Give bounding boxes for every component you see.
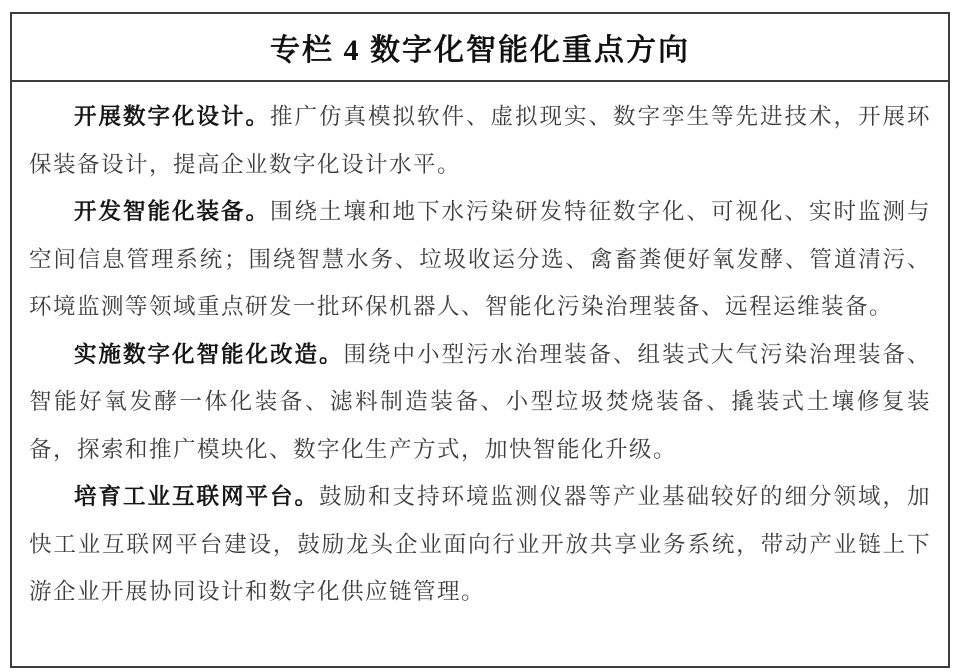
paragraph-text: 围绕土壤和地下水污染研发特征数字化、可视化、实时监测与空间信息管理系统；围绕智慧水务、垃圾收运分选、禽畜粪便好氧发酵、管道清污、环境监测等领域重点研发一批环保机器人、智能化污染治理装备、远程运维装备。 [29,199,931,319]
paragraph-text: 推广仿真模拟软件、虚拟现实、数字孪生等先进技术，开展环保装备设计，提高企业数字化设计水平。 [29,104,931,177]
panel-title: 专栏 4 数字化智能化重点方向 [270,34,690,67]
paragraph-digital-transformation [29,331,931,474]
paragraph-intelligent-equipment [29,188,931,331]
paragraph-text: 鼓励和支持环境监测仪器等产业基础较好的细分领域，加快工业互联网平台建设，鼓励龙头企业面向行业开放共享业务系统，带动产业链上下游企业开展协同设计和数字化供应链管理。 [29,484,931,604]
column-panel [10,12,950,668]
paragraph-industrial-internet [29,473,931,616]
paragraph-text: 围绕中小型污水治理装备、组装式大气污染治理装备、智能好氧发酵一体化装备、滤料制造装备、小型垃圾焚烧装备、撬装式土壤修复装备，探索和推广模块化、数字化生产方式，加快智能化升级。 [29,341,931,462]
paragraph-digital-design [29,93,931,188]
panel-body [12,82,948,616]
paragraph-lead: 开发智能化装备。 [74,199,270,224]
paragraph-lead: 实施数字化智能化改造。 [74,341,344,367]
paragraph-lead: 培育工业互联网平台。 [74,484,319,509]
panel-title-row [12,14,948,82]
paragraph-lead: 开展数字化设计。 [74,104,270,129]
